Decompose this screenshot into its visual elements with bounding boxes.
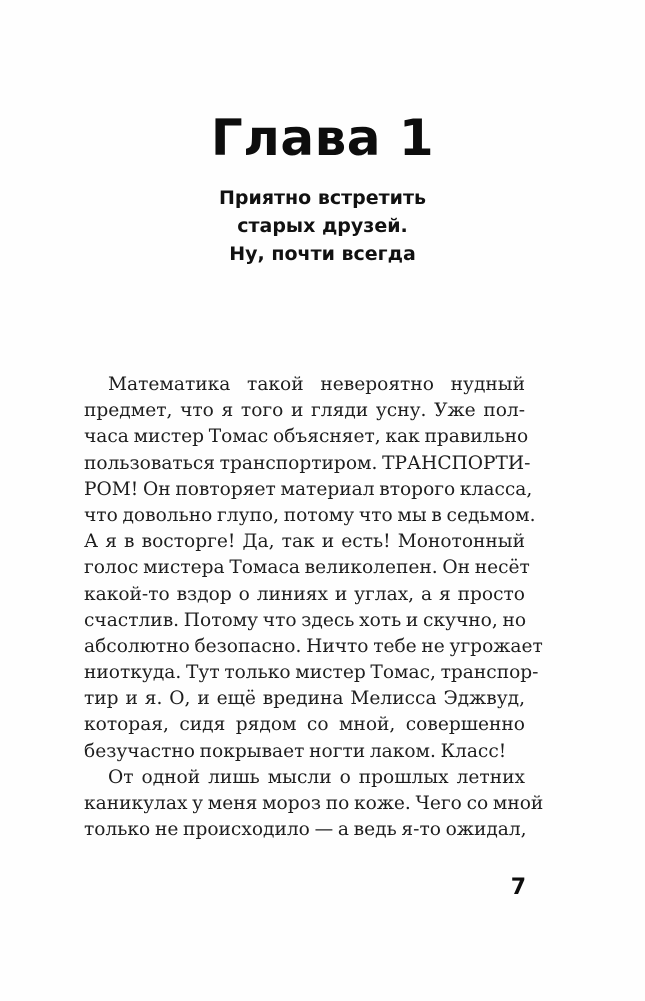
subtitle-line: Ну, почти всегда [229,243,416,265]
text-line: каникулах у меня мороз по коже. Чего со мной [84,793,544,814]
text-line: Математика такой невероятно нудный [108,374,525,395]
subtitle-line: Приятно встретить [219,187,426,209]
text-line: голос мистера Томаса великолепен. Он несёт [84,557,530,579]
text-line: тир и я. О, и ещё вредина Мелисса Эджвуд, [84,688,525,710]
text-line: РОМ! Он повторяет материал второго класса, [84,478,533,500]
body-text [84,372,544,843]
text-line: какой-то вздор о линиях и углах, а я просто [84,583,525,605]
text-line: безучастно покрывает ногти лаком. Класс! [84,740,507,762]
text-line: часа мистер Томас объясняет, как правильно [84,426,529,448]
paragraph-2 [84,765,544,844]
text-line: предмет, что я того и гляди усну. Уже пол- [84,400,525,422]
text-line: пользоваться транспортиром. ТРАНСПОРТИ- [84,452,531,474]
text-line: абсолютно безопасно. Ничто тебе не угрожает [84,635,543,657]
text-line: А я в восторге! Да, так и есть! Монотонный [84,531,525,553]
text-line: счастлив. Потому что здесь хоть и скучно, но [84,609,527,631]
text-line: От одной лишь мысли о прошлых летних [108,766,525,788]
chapter-subtitle [0,184,645,268]
text-line: ниоткуда. Тут только мистер Томас, транспор- [84,662,539,684]
paragraph-1 [84,372,543,765]
text-line: только не происходило — а ведь я-то ожидал, [84,819,527,841]
text-line: которая, сидя рядом со мной, совершенно [84,714,525,736]
page-number: 7 [510,875,526,900]
text-line: что довольно глупо, потому что мы в седьмом. [84,504,536,526]
subtitle-line: старых друзей. [237,215,408,237]
chapter-title: Глава 1 [210,109,435,167]
